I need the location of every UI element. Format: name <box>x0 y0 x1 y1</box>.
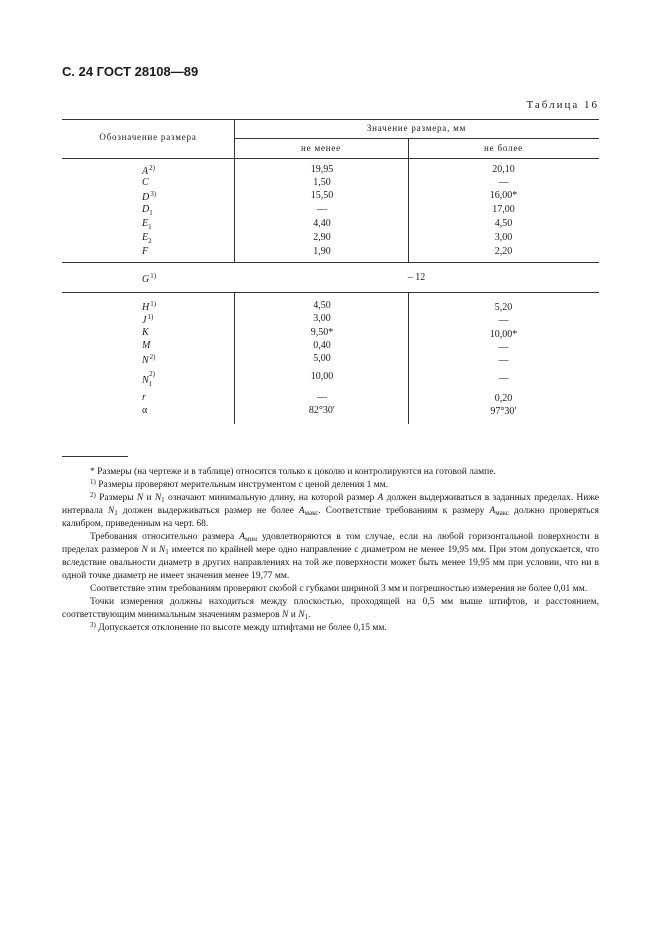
row-designation: $D^{3)}$ <box>142 190 157 203</box>
cell-max: — <box>498 342 509 353</box>
row-designation: $A^{2)}$ <box>142 164 155 177</box>
cell-min: 1,90 <box>313 246 331 257</box>
cell-min: 19,95 <box>310 164 334 175</box>
cell-max: — <box>498 355 509 366</box>
cell-min: 0,40 <box>313 340 331 351</box>
cell-min: 5,00 <box>313 353 331 364</box>
cell-max: 20,10 <box>492 164 515 175</box>
row-designation: $H^{1)}$ <box>142 300 157 313</box>
cell-min: 10,00 <box>310 371 334 382</box>
cell-min: 4,40 <box>313 218 331 229</box>
cell-max: 0,20 <box>494 393 513 404</box>
cell-min: 2,90 <box>313 232 331 243</box>
footnotes <box>62 466 599 635</box>
footnote-star: * Размеры (на чертеже и в таблице) относятся только к цоколю и контролируются на готовой лампе. <box>90 467 496 477</box>
table-caption: Таблица 16 <box>526 99 599 111</box>
paragraph-check: Соответствие этим требованиям проверяют скобой с губками шириной 3 мм и погрешностью измерения не более 0,01 мм. <box>90 584 588 594</box>
footnote-2: $^{2)}$ Размеры N и $N_1$ означают минимальную длину, на которой размер A должен выдерживаться в заданных пределах. Ниже интервала $N_1$ должен выдерживаться размер не более $A_{макс}$. Соответствие требованиям к размеру $A_{макс}$ должно проверяться калибром, приведенным на черт. 68. <box>62 491 600 529</box>
header-designation: Обозначение размера <box>99 132 197 142</box>
header-min: не менее <box>301 143 341 153</box>
cell-min: 9,50* <box>310 327 334 338</box>
row-designation: $J^{1)}$ <box>142 313 154 326</box>
cell-min: 82°30′ <box>308 405 336 416</box>
row-designation: $N^{2)}$ <box>142 353 156 366</box>
table-top-rule <box>62 119 599 120</box>
group-rule-1 <box>62 262 599 263</box>
cell-min: 15,50 <box>310 190 334 201</box>
cell-max: 17,00 <box>492 204 515 215</box>
cell-max: 2,20 <box>494 246 513 257</box>
cell-min: 3,00 <box>313 313 331 324</box>
cell-max: 97°30′ <box>490 406 517 417</box>
row-designation: $E_1$ <box>142 218 152 231</box>
cell-min: — <box>317 204 327 215</box>
row-designation: K <box>142 327 149 338</box>
dimensions-table <box>62 119 599 424</box>
cell-max: 3,00 <box>494 232 513 243</box>
cell-min: 1,50 <box>313 177 331 188</box>
row-designation: r <box>142 392 146 403</box>
page-header: С. 24 ГОСТ 28108—89 <box>62 64 199 79</box>
footnote-separator <box>62 456 128 457</box>
cell-max: — <box>498 177 509 188</box>
cell-min: — <box>317 392 327 403</box>
row-designation: $G^{1)}$ <box>142 272 157 285</box>
row-designation: F <box>142 246 149 257</box>
group-rule-2 <box>62 292 599 293</box>
paragraph-amin: Требования относительно размера $A_{мин}$ удовлетворяются в том случае, если на любой горизонтальной поверхности в пределах размеров N и $N_1$ имеется по крайней мере одно направление с диаметром не менее 19,95 мм. При этом допускается, что вследствие овальности диаметр в других направлениях на той же поверхности может быть менее 19,95 мм при условии, что ни в одной точке диаметр не имеет значения менее 19,77 мм. <box>62 532 600 581</box>
cell-max: — <box>498 373 509 384</box>
cell-max: 16,00* <box>489 190 518 201</box>
row-designation: $E_2$ <box>142 232 152 245</box>
header-value: Значение размера, мм <box>366 123 467 133</box>
cell-max: — <box>498 315 509 326</box>
header-bottom-rule <box>62 158 599 159</box>
row-designation: C <box>142 177 149 188</box>
cell-max: 4,50 <box>494 218 513 229</box>
row-designation: α <box>142 405 148 416</box>
header-max: не более <box>484 143 523 153</box>
paragraph-points: Точки измерения должны находиться между плоскостью, проходящей на 0,5 мм выше штифтов, и расстоянием, соответствующим минимальным значениям размеров N и $N_1$. <box>62 597 599 621</box>
footnote-3: $^{3)}$ Допускается отклонение по высоте между штифтами не более 0,15 мм. <box>90 621 387 633</box>
cell-min: 4,50 <box>313 300 331 311</box>
footnote-1: $^{1)}$ Размеры проверяют мерительным инструментом с ценой деления 1 мм. <box>90 478 389 490</box>
row-designation: $N_1^{2)}$ <box>142 370 156 388</box>
subheader-rule <box>234 138 599 139</box>
row-designation: $D_1$ <box>142 204 153 217</box>
cell-merged: – 12 <box>407 272 426 283</box>
cell-max: 10,00* <box>489 329 518 340</box>
row-designation: M <box>142 340 151 351</box>
cell-max: 5,20 <box>494 302 513 313</box>
